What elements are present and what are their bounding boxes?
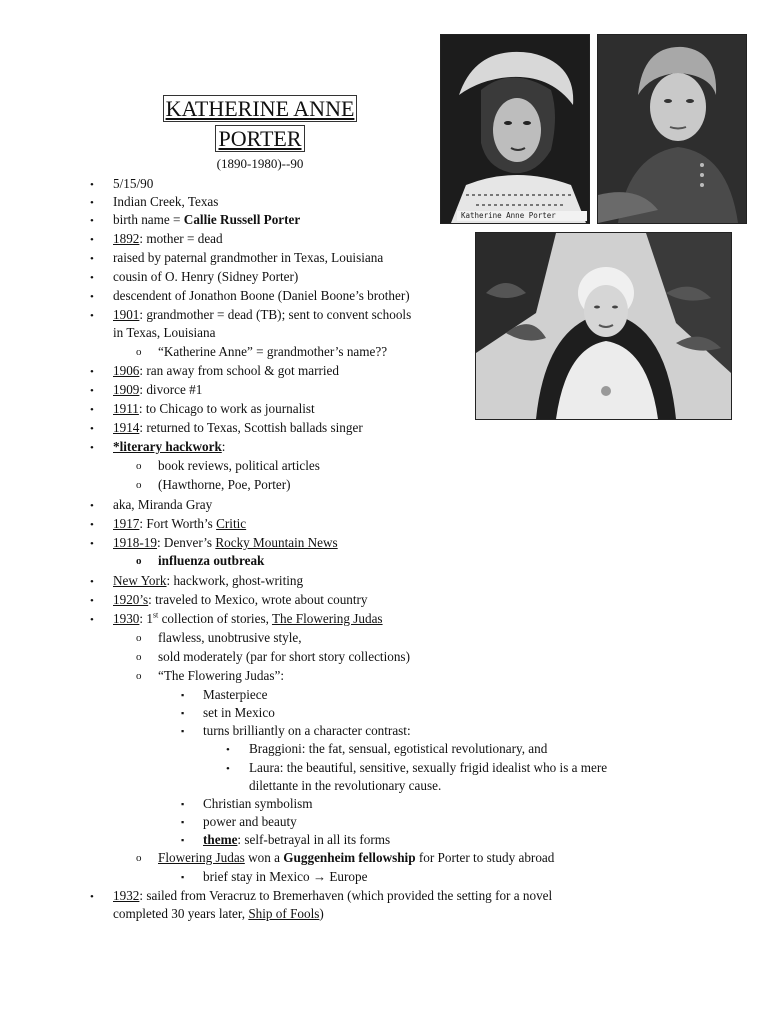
bullet: • [90, 253, 94, 265]
list-item-continued: completed 30 years later, Ship of Fools) [113, 906, 324, 921]
sub-sub-item: set in Mexico [203, 705, 275, 720]
sub-sub-item: power and beauty [203, 814, 297, 829]
level4-bullet: • [226, 744, 230, 756]
bullet: • [90, 891, 94, 903]
sub-bullet: o [136, 670, 142, 682]
sub-item: “The Flowering Judas”: [158, 668, 284, 683]
list-item: cousin of O. Henry (Sidney Porter) [113, 269, 299, 284]
list-item: birth name = Callie Russell Porter [113, 212, 301, 227]
bullet: • [90, 538, 94, 550]
list-item: New York: hackwork, ghost-writing [113, 573, 304, 588]
portrait-photo-middle [597, 34, 747, 224]
lifespan: (1890-1980)--90 [216, 156, 304, 171]
sub-sub-item: Christian symbolism [203, 796, 313, 811]
level4-bullet: • [226, 763, 230, 775]
sub-item: book reviews, political articles [158, 458, 320, 473]
list-item: raised by paternal grandmother in Texas, Louisiana [113, 250, 384, 265]
list-item: 1911: to Chicago to work as journalist [113, 401, 315, 416]
sub-sub-item: theme: self-betrayal in all its forms [203, 832, 391, 847]
list-item: 1906: ran away from school & got married [113, 363, 339, 378]
portrait-photo-older-art [476, 233, 731, 419]
portrait-photo-young-art [441, 35, 589, 223]
page-title-line1: KATHERINE ANNE [140, 94, 380, 124]
sub-sub-item: brief stay in Mexico → Europe [203, 869, 368, 884]
list-item: descendent of Jonathon Boone (Daniel Boone’s brother) [113, 288, 410, 303]
list-item: 1918-19: Denver’s Rocky Mountain News [113, 535, 338, 550]
bullet: • [90, 272, 94, 284]
level4-item: Braggioni: the fat, sensual, egotistical revolutionary, and [249, 741, 548, 756]
sub-bullet: o [136, 346, 142, 358]
list-item: 1901: grandmother = dead (TB); sent to convent schools [113, 307, 412, 322]
sub-sub-item: Masterpiece [203, 687, 268, 702]
sub-item: (Hawthorne, Poe, Porter) [158, 477, 291, 492]
level4-item-continued: dilettante in the revolutionary cause. [249, 778, 442, 793]
list-item: 1892: mother = dead [113, 231, 223, 246]
bullet: • [90, 366, 94, 378]
sub-bullet: o [136, 632, 142, 644]
sub-item: “Katherine Anne” = grandmother’s name?? [158, 344, 388, 359]
bullet: • [90, 404, 94, 416]
sub-sub-bullet: ▪ [181, 872, 185, 882]
sub-item: flawless, unobtrusive style, [158, 630, 302, 645]
bullet: • [90, 197, 94, 209]
page-title-line2: PORTER [140, 124, 380, 154]
sub-sub-bullet: ▪ [181, 817, 185, 827]
bullet: • [90, 423, 94, 435]
sub-item: influenza outbreak [158, 553, 265, 568]
sub-bullet: o [136, 460, 142, 472]
list-item: 1920’s: traveled to Mexico, wrote about country [113, 592, 368, 607]
sub-bullet: o [136, 852, 142, 864]
sub-bullet: o [136, 555, 142, 567]
bullet: • [90, 215, 94, 227]
bullet: • [90, 614, 94, 626]
list-item: 1917: Fort Worth’s Critic [113, 516, 247, 531]
level4-item: Laura: the beautiful, sensitive, sexually frigid idealist who is a mere [249, 760, 608, 775]
sub-sub-bullet: ▪ [181, 799, 185, 809]
sub-item: Flowering Judas won a Guggenheim fellowship for Porter to study abroad [158, 850, 555, 865]
photo-caption: Katherine Anne Porter [461, 211, 556, 220]
list-item: 1930: 1st collection of stories, The Flowering Judas [113, 610, 383, 626]
sub-sub-bullet: ▪ [181, 726, 185, 736]
portrait-photo-young [440, 34, 590, 224]
portrait-photo-middle-art [598, 35, 746, 223]
list-item: aka, Miranda Gray [113, 497, 213, 512]
bullet: • [90, 385, 94, 397]
sub-sub-item: turns brilliantly on a character contrast: [203, 723, 411, 738]
bullet: • [90, 179, 94, 191]
list-item: Indian Creek, Texas [113, 194, 219, 209]
bullet: • [90, 595, 94, 607]
bullet: • [90, 500, 94, 512]
bullet: • [90, 442, 94, 454]
list-item: 1909: divorce #1 [113, 382, 203, 397]
bullet: • [90, 291, 94, 303]
portrait-photo-older [475, 232, 732, 420]
bullet: • [90, 234, 94, 246]
list-item-continued: in Texas, Louisiana [113, 325, 216, 340]
sub-sub-bullet: ▪ [181, 708, 185, 718]
sub-bullet: o [136, 651, 142, 663]
sub-sub-bullet: ▪ [181, 835, 185, 845]
sub-sub-bullet: ▪ [181, 690, 185, 700]
list-item: 1914: returned to Texas, Scottish ballads singer [113, 420, 363, 435]
bullet: • [90, 310, 94, 322]
bullet: • [90, 519, 94, 531]
list-item: *literary hackwork: [113, 439, 226, 454]
list-item: 5/15/90 [113, 176, 154, 191]
sub-item: sold moderately (par for short story collections) [158, 649, 410, 664]
list-item: 1932: sailed from Veracruz to Bremerhaven (which provided the setting for a novel [113, 888, 553, 903]
bullet: • [90, 576, 94, 588]
sub-bullet: o [136, 479, 142, 491]
